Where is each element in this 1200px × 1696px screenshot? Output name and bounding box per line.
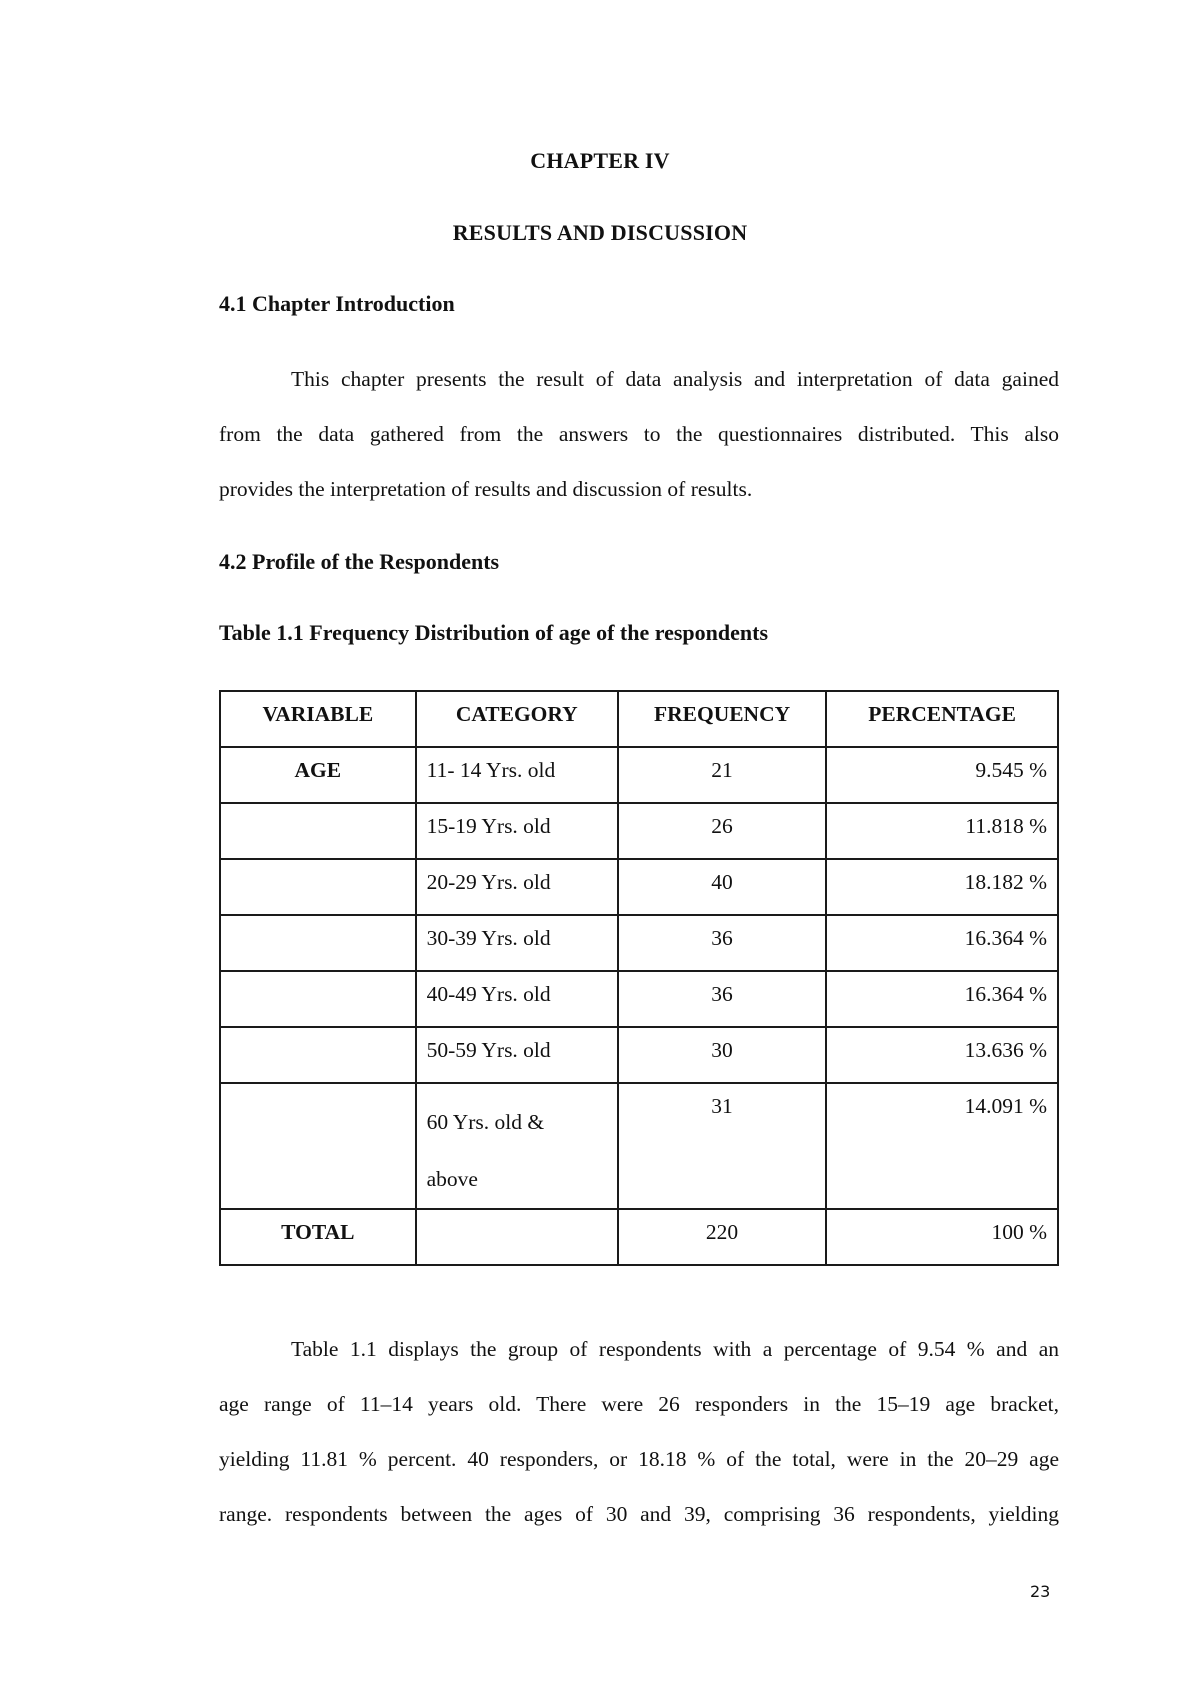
row-percentage: 14.091 %: [826, 1083, 1058, 1209]
header-variable: VARIABLE: [220, 691, 416, 747]
row-frequency: 36: [618, 915, 826, 971]
row-percentage: 16.364 %: [826, 971, 1058, 1027]
row-variable: [220, 1083, 416, 1209]
row-category: [416, 1083, 618, 1209]
row-percentage: 13.636 %: [826, 1027, 1058, 1083]
page-number: 23: [1030, 1582, 1051, 1601]
table-row: [220, 1027, 1058, 1083]
row-category: 40-49 Yrs. old: [416, 971, 618, 1027]
discussion-line-4: range. respondents between the ages of 30 and 39, comprising 36 respondents, yielding: [219, 1502, 1059, 1526]
table-total-row: [220, 1209, 1058, 1265]
row-variable: [220, 1027, 416, 1083]
discussion-line-3: yielding 11.81 % percent. 40 responders, or 18.18 % of the total, were in the 20–29 age: [219, 1447, 1059, 1471]
table-row: [220, 915, 1058, 971]
row-variable: [220, 971, 416, 1027]
row-frequency: 36: [618, 971, 826, 1027]
row-variable: [220, 803, 416, 859]
chapter-number-heading: CHAPTER IV: [530, 148, 670, 173]
header-category: CATEGORY: [416, 691, 618, 747]
row-category: 20-29 Yrs. old: [416, 859, 618, 915]
total-category: [416, 1209, 618, 1265]
row-category: 11- 14 Yrs. old: [416, 747, 618, 803]
row-category: 50-59 Yrs. old: [416, 1027, 618, 1083]
table-row: [220, 747, 1058, 803]
total-percentage: 100 %: [826, 1209, 1058, 1265]
row-frequency: 26: [618, 803, 826, 859]
row-frequency: 31: [618, 1083, 826, 1209]
row-percentage: 11.818 %: [826, 803, 1058, 859]
row-category: 15-19 Yrs. old: [416, 803, 618, 859]
row-variable: AGE: [220, 747, 416, 803]
table-row: [220, 1083, 1058, 1209]
frequency-table: [219, 690, 1059, 1266]
row-frequency: 40: [618, 859, 826, 915]
table-row: [220, 971, 1058, 1027]
intro-line-3: provides the interpretation of results and discussion of results.: [219, 477, 753, 501]
row-variable: [220, 859, 416, 915]
header-frequency: FREQUENCY: [618, 691, 826, 747]
row-percentage: 16.364 %: [826, 915, 1058, 971]
row-percentage: 9.545 %: [826, 747, 1058, 803]
row-variable: [220, 915, 416, 971]
intro-line-1: This chapter presents the result of data analysis and interpretation of data gained: [291, 367, 1059, 391]
row-category-line-2: above: [426, 1167, 478, 1191]
table-row: [220, 859, 1058, 915]
intro-line-2: from the data gathered from the answers to the questionnaires distributed. This also: [219, 422, 1059, 446]
discussion-line-1: Table 1.1 displays the group of respondents with a percentage of 9.54 % and an: [291, 1337, 1059, 1361]
chapter-title-heading: RESULTS AND DISCUSSION: [452, 220, 748, 245]
table-row: [220, 803, 1058, 859]
row-category-line-1: 60 Yrs. old &: [426, 1110, 545, 1134]
profile-section-heading: 4.2 Profile of the Respondents: [219, 549, 500, 574]
row-percentage: 18.182 %: [826, 859, 1058, 915]
table-caption: Table 1.1 Frequency Distribution of age of the respondents: [219, 620, 769, 645]
intro-section-heading: 4.1 Chapter Introduction: [219, 291, 455, 316]
discussion-paragraph: [219, 1322, 1059, 1542]
row-category: 30-39 Yrs. old: [416, 915, 618, 971]
intro-paragraph: [219, 352, 1059, 517]
row-frequency: 30: [618, 1027, 826, 1083]
total-label: TOTAL: [220, 1209, 416, 1265]
total-frequency: 220: [618, 1209, 826, 1265]
header-percentage: PERCENTAGE: [826, 691, 1058, 747]
row-frequency: 21: [618, 747, 826, 803]
discussion-line-2: age range of 11–14 years old. There were 26 responders in the 15–19 age bracket,: [219, 1392, 1059, 1416]
table-header-row: [220, 691, 1058, 747]
